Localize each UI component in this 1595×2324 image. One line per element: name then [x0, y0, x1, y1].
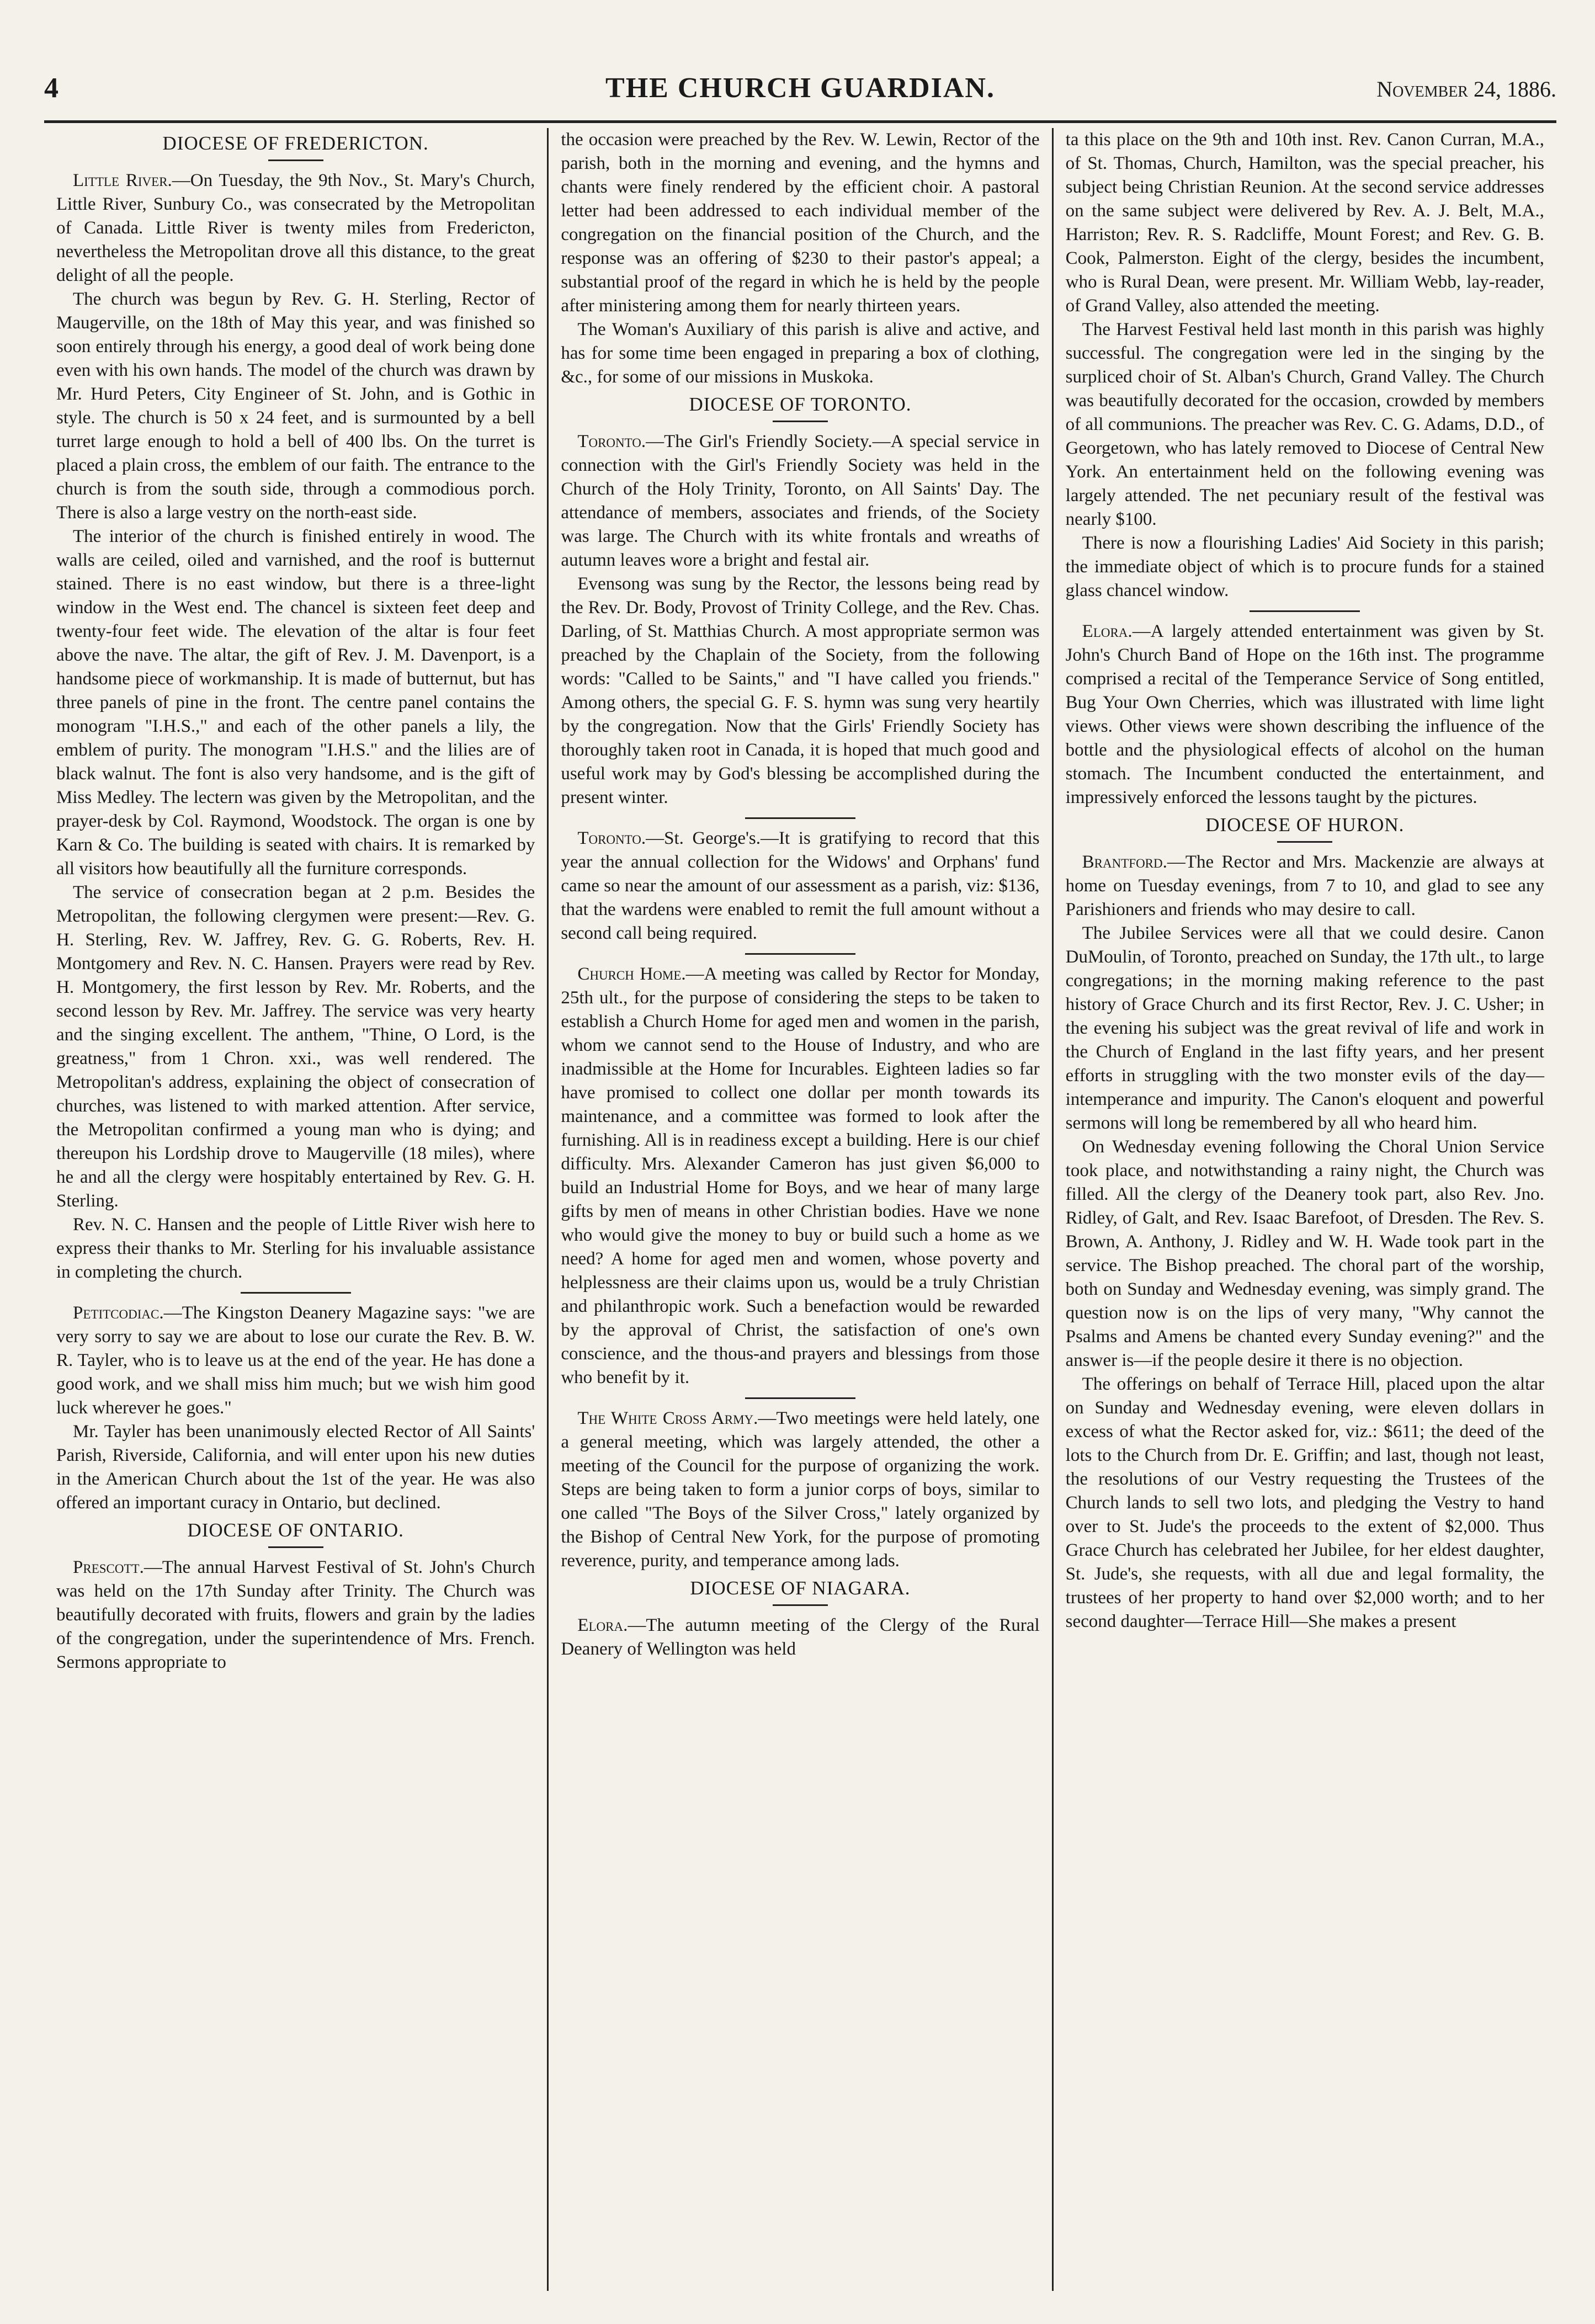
column-3: [1052, 128, 1556, 2291]
paragraph: Mr. Tayler has been unanimously elected Rector of All Saints' Parish, Riverside, California, and will enter upon his new duties in the American Church about the 1st of the year. He was also offered an important curacy in Ontario, but declined.: [56, 1422, 535, 1513]
section-heading: DIOCESE OF FREDERICTON.: [56, 131, 535, 161]
separator-rule: [241, 1292, 351, 1294]
paragraph: The offerings on behalf of Terrace Hill, placed upon the altar on Sunday and Wednesday evening, were eleven dollars in excess of what the Rector asked for, viz.: $611; the deed of the lots to the Church from Dr. E. Griffin; and last, though not least, the resolutions of our Vestry requesting the Trustees of the Church lands to sell two lots, and pledging the Vestry to hand over to St. Jude's the proceeds to the extent of $2,000. Thus Grace Church has celebrated her Jubilee, for her eldest daughter, St. Jude's, she requests, with all due and legal formality, the trustees of her property to hand over $2,000 worth; and to her second daughter—Terrace Hill—She makes a present: [1065, 1374, 1544, 1631]
column-1: [44, 128, 547, 2291]
paragraph-lead: Prescott.: [73, 1557, 144, 1577]
paragraph-lead: Toronto.: [577, 432, 646, 451]
issue-date: November 24, 1886.: [1376, 77, 1556, 102]
page-number: 4: [44, 72, 59, 104]
separator-rule: [745, 817, 855, 819]
separator-rule: [745, 953, 855, 955]
paragraph: [561, 430, 1039, 572]
paragraph: [561, 1407, 1039, 1573]
paragraph-text: —St. George's.—It is gratifying to record that this year the annual collection for the Widows' and Orphans' fund came so near the amount of our assessment as a parish, viz: $136, that the wardens were enabled to remit the full amount without a second call being required.: [561, 828, 1040, 943]
masthead: [44, 72, 1556, 116]
paragraph-text: —The Kingston Deanery Magazine says: "we are very sorry to say we are about to lose our curate the Rev. B. W. R. Tayler, who is to leave us at the end of the year. He has done a good work, and we shall miss him much; but we wish him good luck wherever he goes.": [56, 1303, 535, 1418]
paragraph: the occasion were preached by the Rev. W. Lewin, Rector of the parish, both in the morning and evening, and the hymns and chants were finely rendered by the efficient choir. A pastoral letter had been addressed to each individual member of the congregation on the financial position of the Church, and the response was an offering of $230 to their pastor's appeal; a substantial proof of the regard in which he is held by the people after ministering among them for nearly thirteen years.: [561, 130, 1040, 316]
masthead-rule: [44, 120, 1556, 123]
paragraph-text: —The annual Harvest Festival of St. John's Church was held on the 17th Sunday after Trinity. The Church was beautifully decorated with fruits, flowers and grain by the ladies of the congregation, under the superintendence of Mrs. French. Sermons appropriate to: [56, 1557, 535, 1672]
paragraph: On Wednesday evening following the Choral Union Service took place, and notwithstanding a rainy night, the Church was filled. All the clergy of the Deanery took part, also Rev. Jno. Ridley, of Galt, and Rev. Isaac Barefoot, of Dresden. The Rev. S. Brown, A. Anthony, J. Ridley and W. H. Wade took part in the service. The Bishop preached. The choral part of the worship, both on Sunday and Wednesday evening, was simply grand. The question now is on the lips of very many, "Why cannot the Psalms and Amens be chanted every Sunday evening?" and the answer is—if the people desire it there is no objection.: [1065, 1137, 1544, 1370]
paragraph: [561, 1614, 1039, 1661]
separator-rule: [745, 1397, 855, 1399]
paragraph: [56, 169, 535, 288]
paragraph: The Harvest Festival held last month in this parish was highly successful. The congregation were led in the singing by the surpliced choir of St. Alban's Church, Grand Valley. The Church was beautifully decorated for the occasion, crowded by members of all communions. The preacher was Rev. C. G. Adams, D.D., of Georgetown, who has lately removed to Diocese of Central New York. An entertainment held on the following evening was largely attended. The net pecuniary result of the festival was nearly $100.: [1065, 320, 1544, 529]
paragraph: [56, 1301, 535, 1420]
paragraph: The Woman's Auxiliary of this parish is alive and active, and has for some time been engaged in preparing a box of clothing, &c., for some of our missions in Muskoka.: [561, 320, 1040, 387]
column-2: [547, 128, 1051, 2291]
paragraph-lead: Toronto.: [577, 828, 646, 848]
paragraph-lead: Elora.: [577, 1615, 628, 1635]
section-heading: DIOCESE OF HURON.: [1066, 813, 1544, 843]
paragraph-lead: Church Home.: [577, 964, 686, 984]
paragraph: [561, 827, 1039, 945]
paragraph: There is now a flourishing Ladies' Aid Society in this parish; the immediate object of which is to procure funds for a stained glass chancel window.: [1065, 533, 1544, 600]
paragraph-text: —The Rector and Mrs. Mackenzie are always at home on Tuesday evenings, from 7 to 10, and glad to see any Parishioners and friends who may desire to call.: [1065, 852, 1544, 919]
paragraph: [56, 1556, 535, 1674]
paragraph-text: —A largely attended entertainment was given by St. John's Church Band of Hope on the 16th inst. The programme comprised a recital of the Temperance Service of Song entitled, Bug Your Own Cherries, which was illustrated with lime light views. Other views were shown describing the influence of the bottle and the physiological effects of alcohol on the human stomach. The Incumbent conducted the entertainment, and impressively enforced the lessons taught by the pictures.: [1065, 621, 1544, 807]
separator-rule: [1250, 610, 1360, 612]
paragraph: [561, 962, 1039, 1390]
paragraph: [1066, 620, 1544, 810]
paragraph-lead: Brantford.: [1082, 852, 1167, 872]
paragraph: Evensong was sung by the Rector, the lessons being read by the Rev. Dr. Body, Provost of Trinity College, and the Rev. Chas. Darling, of St. Matthias Church. A most appropriate sermon was preached by the Chaplain of the Society, from the following words: "Called to be Saints," and "I have called you friends." Among others, the special G. F. S. hymn was sung very heartily by the congregation. Now that the Girls' Friendly Society has thoroughly taken root in Canada, it is hoped that much good and useful work may by God's blessing be accomplished during the present winter.: [561, 574, 1040, 807]
paragraph-lead: Little River.: [73, 171, 172, 190]
paragraph-text: —The Girl's Friendly Society.—A special service in connection with the Girl's Friendly Society was held in the Church of the Holy Trinity, Toronto, on All Saints' Day. The attendance of members, associates and friends, of the Society was large. The Church with its white frontals and wreaths of autumn leaves wore a bright and festal air.: [561, 432, 1040, 570]
paragraph-text: —On Tuesday, the 9th Nov., St. Mary's Church, Little River, Sunbury Co., was consecrated by the Metropolitan of Canada. Little River is twenty miles from Fredericton, nevertheless the Metropolitan drove all this distance, to the great delight of all the people.: [56, 171, 535, 285]
paragraph: The church was begun by Rev. G. H. Sterling, Rector of Maugerville, on the 18th of May this year, and was finished so soon entirely through his energy, a good deal of work being done even with his own hands. The model of the church was drawn by Mr. Hurd Peters, City Engineer of St. John, and is Gothic in style. The church is 50 x 24 feet, and is surmounted by a bell turret large enough to hold a bell of 400 lbs. On the turret is placed a plain cross, the emblem of our faith. The entrance to the church is from the south side, through a commodious porch. There is also a large vestry on the north-east side.: [56, 289, 535, 523]
columns: [44, 128, 1556, 2291]
section-heading: DIOCESE OF TORONTO.: [561, 392, 1039, 422]
paragraph: Rev. N. C. Hansen and the people of Little River wish here to express their thanks to Mr. Sterling for his invaluable assistance in completing the church.: [56, 1215, 535, 1282]
paragraph-text: —Two meetings were held lately, one a general meeting, which was largely attended, the other a meeting of the Council for the purpose of organizing the work. Steps are being taken to form a junior corps of boys, similar to one called "The Boys of the Silver Cross," lately organized by the Bishop of Central New York, for the purpose of promoting reverence, purity, and temperance among lads.: [561, 1408, 1040, 1571]
section-heading: DIOCESE OF NIAGARA.: [561, 1576, 1039, 1606]
paragraph: [1066, 850, 1544, 922]
paragraph-lead: The White Cross Army.: [577, 1408, 758, 1428]
paragraph-text: —The autumn meeting of the Clergy of the Rural Deanery of Wellington was held: [561, 1615, 1040, 1659]
paragraph: The service of consecration began at 2 p.m. Besides the Metropolitan, the following clergymen were present:—Rev. G. H. Sterling, Rev. W. Jaffrey, Rev. G. G. Roberts, Rev. H. Montgomery and Rev. N. C. Hansen. Prayers were read by Rev. H. Montgomery, the first lesson by Rev. Mr. Roberts, and the second lesson by Rev. Mr. Jaffrey. The service was very hearty and the singing excellent. The anthem, "Thine, O Lord, is the greatness," from 1 Chron. xxi., was well rendered. The Metropolitan's address, explaining the object of consecration of churches, was listened to with marked attention. After service, the Metropolitan confirmed a young man who is dying; and thereupon his Lordship drove to Maugerville (18 miles), where he and all the clergy were hospitably entertained by Rev. G. H. Sterling.: [56, 882, 535, 1211]
paragraph: The interior of the church is finished entirely in wood. The walls are ceiled, oiled and varnished, and the roof is butternut stained. There is no east window, but there is a three-light window in the West end. The chancel is sixteen feet deep and twenty-four feet wide. The elevation of the altar is four feet above the nave. The altar, the gift of Rev. J. M. Davenport, is a handsome piece of workmanship. It is made of butternut, but has three panels of pine in the front. The centre panel contains the monogram "I.H.S.," and each of the other panels a lily, the emblem of purity. The monogram "I.H.S." and the lilies are of black walnut. The font is also very handsome, and is the gift of Miss Medley. The lectern was given by the Metropolitan, and the prayer-desk by Col. Raymond, Woodstock. The organ is one by Karn & Co. The building is seated with chairs. It is remarked by all visitors how beautifully all the furniture corresponds.: [56, 527, 535, 879]
newspaper-title: THE CHURCH GUARDIAN.: [605, 72, 995, 104]
paragraph: The Jubilee Services were all that we could desire. Canon DuMoulin, of Toronto, preached on Sunday, the 17th ult., to large congregations; in the morning making reference to the past history of Grace Church and its first Rector, Rev. J. C. Usher; in the evening his subject was the great revival of life and work in the Church of England in the last fifty years, and her present efforts in struggling with the two monster evils of the day—intemperance and impurity. The Canon's eloquent and powerful sermons will long be remembered by all who heard him.: [1065, 923, 1544, 1133]
paragraph: ta this place on the 9th and 10th inst. Rev. Canon Curran, M.A., of St. Thomas, Church, Hamilton, was the special preacher, his subject being Christian Reunion. At the second service addresses on the same subject were delivered by Rev. A. J. Belt, M.A., Harriston; Rev. R. S. Radcliffe, Mount Forest; and Rev. G. B. Cook, Palmerston. Eight of the clergy, besides the incumbent, who is Rural Dean, were present. Mr. William Webb, lay-reader, of Grand Valley, also attended the meeting.: [1065, 130, 1544, 316]
section-heading: DIOCESE OF ONTARIO.: [56, 1518, 535, 1548]
paragraph-lead: Petitcodiac.: [73, 1303, 164, 1323]
paragraph-text: —A meeting was called by Rector for Monday, 25th ult., for the purpose of considering the steps to be taken to establish a Church Home for aged men and women in the parish, whom we cannot send to the House of Industry, and who are inadmissible at the Home for Incurables. Eighteen ladies so far have promised to collect one dollar per month towards its maintenance, and a committee was formed to look after the furnishing. All is in readiness except a building. Here is our chief difficulty. Mrs. Alexander Cameron has just given $6,000 to build an Industrial Home for Boys, and we hear of many large gifts by men of means in other Christian bodies. Have we none who would give the money to buy or build such a home as we need? A home for aged men and women, whose poverty and helplessness are their claims upon us, would be a truly Christian and philanthropic work. Such a benefaction would be rewarded by the approval of Christ, the satisfaction of one's own conscience, and the thous-and prayers and blessings from those who benefit by it.: [561, 964, 1040, 1387]
paragraph-lead: Elora.: [1082, 621, 1133, 641]
